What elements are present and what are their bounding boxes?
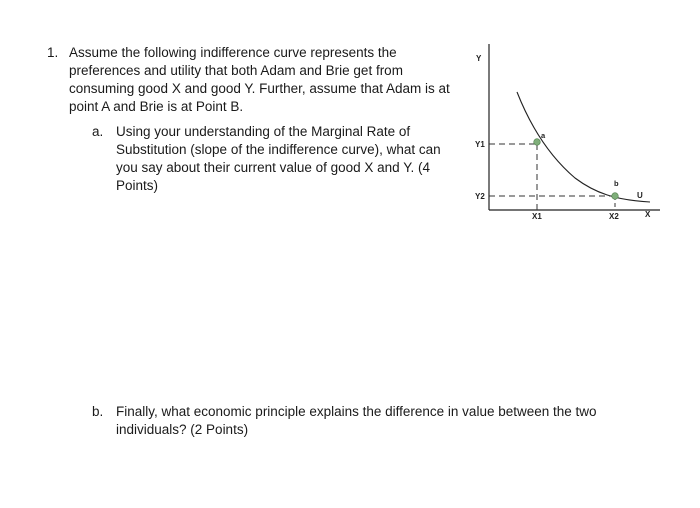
part-a-label: a. [92, 124, 104, 139]
question-text: Assume the following indifference curve represents the preferences and utility that both Adam and Brie get from consuming good X and good Y. Further, assume that Adam is at point A and Brie is at Point B. [69, 45, 450, 114]
part-b-label: b. [92, 404, 104, 419]
y2-label: Y2 [475, 192, 485, 201]
point-a-label: a [541, 131, 546, 140]
x2-label: X2 [609, 212, 619, 221]
point-a-marker [534, 139, 541, 146]
y-axis-label: Y [476, 54, 482, 63]
part-b-text: Finally, what economic principle explains the difference in value between the two individuals? (2 Points) [116, 404, 597, 437]
y1-label: Y1 [475, 140, 485, 149]
question-number: 1. [47, 45, 59, 60]
point-b-marker [612, 193, 619, 200]
x1-label: X1 [532, 212, 542, 221]
x-axis-label: X [645, 210, 651, 219]
part-a-text: Using your understanding of the Marginal Rate of Substitution (slope of the indifference curve), what can you say about their current value of good X and Y. (4 Points) [116, 124, 441, 193]
curve-u-label: U [637, 191, 643, 200]
point-b-label: b [614, 179, 619, 188]
